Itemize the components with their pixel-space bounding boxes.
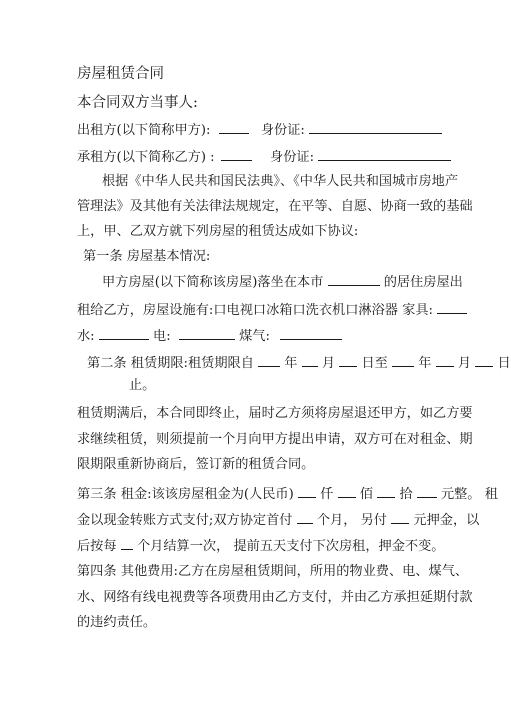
article-2-text: 日: [497, 356, 511, 371]
lessee-id-blank: [318, 147, 451, 161]
article-2-text: 月: [457, 356, 472, 371]
parties-heading: 本合同双方当事人:: [77, 95, 198, 111]
rent-hundreds-blank: [338, 484, 356, 498]
article-4-line-1: 第四条 其他费用:乙方在房屋租赁期间，所用的物业费、电、煤气、: [77, 564, 469, 579]
basis-line-2: 管理法》及其他有关法律法规规定，在平等、自愿、协商一致的基础: [77, 199, 473, 214]
address-blank: [328, 272, 380, 286]
article-2-text: 日至: [361, 356, 388, 371]
electricity-label: 电:: [153, 329, 171, 344]
article-2-text: 年: [418, 356, 432, 371]
lessor-label: 出租方(以下简称甲方):: [77, 123, 211, 138]
rent-thousands-blank: [298, 484, 316, 498]
term-end-line-1: 租赁期满后，本合同即终止，届时乙方须将房屋退还甲方，如乙方要: [77, 406, 473, 421]
lessee-id-label: 身份证:: [270, 150, 315, 165]
rent-tens-blank: [377, 484, 395, 498]
article-1-line-2: [77, 300, 467, 320]
term-end-line-3: 限期限重新协商后，签订新的租赁合同。: [77, 457, 315, 472]
article-1-text: 的居住房屋出: [383, 275, 463, 290]
article-3-line-2: [77, 510, 479, 530]
article-3-line-3: [77, 536, 444, 556]
article-3-text: 个月结算一次， 提前五天支付下次房租，押金不变。: [136, 539, 445, 554]
lessor-line: [77, 120, 442, 140]
start-month-blank: [302, 353, 318, 367]
article-3-text: 元整。 租: [440, 487, 498, 502]
article-3-text: 后按每: [77, 539, 117, 554]
deposit-blank: [391, 510, 409, 524]
gas-label: 煤气:: [239, 329, 270, 344]
term-end-line-2: 求继续租赁，则须提前一个月向甲方提出申请，双方可在对租金、期: [77, 432, 473, 447]
article-3-text: 个月， 另付: [316, 513, 387, 528]
article-3-text: 金以现金转账方式支付;双方协定首付: [77, 513, 293, 528]
lessor-id-label: 身份证:: [260, 123, 305, 138]
water-label: 水:: [77, 329, 95, 344]
document-title: 房屋租赁合同: [77, 66, 164, 82]
rent-units-blank: [417, 484, 437, 498]
article-3-text: 佰: [359, 487, 373, 502]
article-2-text: 第二条 租赁期限:租赁期限自: [87, 356, 254, 371]
basis-line-3: 上，甲、乙双方就下列房屋的租赁达成如下协议:: [77, 224, 359, 239]
lessee-label: 承租方(以下简称乙方) :: [77, 150, 215, 165]
article-2-line-2: 止。: [129, 378, 156, 393]
end-day-blank: [475, 353, 493, 367]
article-4-line-2: 水、网络有线电视费等各项费用由乙方支付，并由乙方承担延期付款: [77, 590, 473, 605]
article-3-text: 拾: [399, 487, 413, 502]
article-2-text: 年: [284, 356, 298, 371]
end-year-blank: [392, 353, 414, 367]
electricity-blank: [179, 326, 235, 340]
article-3-text: 元押金，以: [413, 513, 480, 528]
gas-blank: [280, 326, 342, 340]
start-day-blank: [339, 353, 357, 367]
article-3-text: 第三条 租金:该该房屋租金为(人民币): [77, 487, 294, 502]
facilities-text: 租给乙方，房屋设施有:口电视口冰箱口洗衣机口淋浴器 家具:: [77, 303, 433, 318]
article-2-line-1: [87, 353, 511, 373]
end-month-blank: [436, 353, 454, 367]
article-1-line-1: [102, 272, 463, 292]
lessor-id-blank: [309, 120, 442, 134]
lessee-line: [77, 147, 451, 167]
settlement-months-blank: [121, 536, 133, 550]
article-1-text: 甲方房屋(以下简称该房屋)落坐在本市: [102, 275, 324, 290]
water-blank: [99, 326, 149, 340]
advance-months-blank: [297, 510, 313, 524]
start-year-blank: [258, 353, 280, 367]
article-1-line-3: [77, 326, 342, 346]
article-3-line-1: [77, 484, 498, 504]
furniture-blank: [437, 300, 467, 314]
article-2-text: 月: [321, 356, 336, 371]
article-3-text: 仟: [320, 487, 334, 502]
article-4-line-3: 的违约责任。: [77, 615, 157, 630]
lessee-name-blank: [221, 147, 252, 161]
lessor-name-blank: [219, 120, 249, 134]
article-1-heading: 第一条 房屋基本情况:: [83, 249, 211, 264]
basis-line-1: 根据《中华人民共和国民法典》、《中华人民共和国城市房地产: [102, 174, 459, 189]
